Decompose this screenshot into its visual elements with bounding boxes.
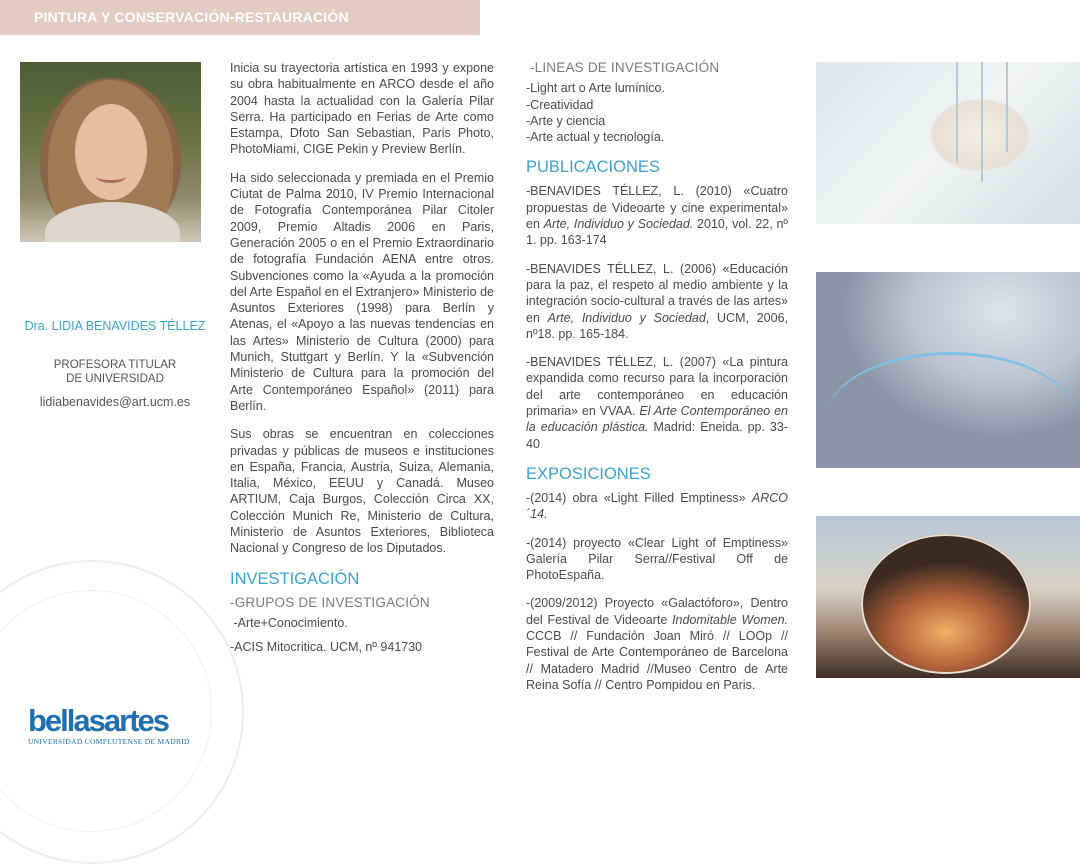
portrait-photo (20, 62, 201, 242)
jellyfish-light-image (816, 62, 1080, 224)
lineas-item: -Arte actual y tecnología. (526, 130, 665, 145)
exhibition-item: -(2014) proyecto «Clear Light of Emptiness» Galería Pilar Serra//Festival Off de PhotoEspaña. (526, 535, 788, 583)
lineas-item: -Creatividad (526, 97, 594, 112)
publication-item: -BENAVIDES TÉLLEZ, L. (2007) «La pintura expandida como recurso para la incorporación del arte contemporáneo en educación primaria» en VVAA. El Arte Contemporáneo en la educación plástica. Madrid: Eneida. pp. 33-40 (526, 355, 788, 451)
logo-subtitle: UNIVERSIDAD COMPLUTENSE DE MADRID (28, 737, 190, 746)
group-item: -ACIS Mitocritica. UCM, nº 941730 (230, 640, 423, 655)
lineas-item: -Arte y ciencia (526, 113, 606, 128)
grupos-heading: -GRUPOS DE INVESTIGACIÓN (230, 594, 430, 610)
publicaciones-heading: PUBLICACIONES (526, 158, 660, 177)
research-column (526, 60, 788, 705)
bio-paragraph: Inicia su trayectoria artística en 1993 y expone su obra habitualmente en ARCO desde el año 2004 hasta la actualidad con la Galería Pilar Serra. Ha participado en Ferias de Arte como Estampa, Dfoto San Sebastian, Paris Photo, PhotoMiami, CIGE Pekin y Preview Berlín. (230, 61, 494, 157)
exhibition-item: -(2009/2012) Proyecto «Galactóforo», Dentro del Festival de Videoarte Indomitable Women. CCCB // Fundación Joan Miró // LOOp // Festival de Arte Contemporáneo de Barcelona // Matadero Madrid //Museo Centro de Arte Reina Sofía // Centro Pompidou en Paris. (526, 596, 789, 692)
bellasartes-logo (28, 705, 190, 746)
profile-role-line1: PROFESORA TITULAR (53, 359, 177, 371)
profile-name: Dra. LIDIA BENAVIDES TÉLLEZ (24, 319, 206, 333)
lineas-item: -Light art o Arte lumínico. (526, 81, 665, 96)
exhibition-item: -(2014) obra «Light Filled Emptiness» ARCO´14. (526, 490, 788, 522)
investigacion-heading: INVESTIGACIÓN (230, 569, 360, 588)
bio-paragraph: Sus obras se encuentran en colecciones privadas y públicas de museos e instituciones en España, Francia, Austria, Suiza, Alemania, Italia, México, EEUU y Canadá. Museo ARTIUM, Caja Burgos, Colección Circa XX, Colección Munich Re, Ministerio de Cultura, Ministerio de Asuntos Exteriores, Biblioteca Nacional y Congreso de los Diputados. (230, 427, 494, 556)
page-title: PINTURA Y CONSERVACIÓN-RESTAURACIÓN (34, 9, 349, 25)
biography-column (230, 60, 494, 656)
exposiciones-heading: EXPOSICIONES (526, 464, 651, 483)
bio-paragraph: Ha sido seleccionada y premiada en el Premio Ciutat de Palma 2010, IV Premio Internacional de Fotografía Contemporánea Pilar Citoler 2009, Premio Altadis 2006 en Paris, Generación 2005 o en el Premio Extraordinario de fotografía Fundación AENA entre otros. Subvenciones como la «Ayuda a la promoción del Arte Español en el Extranjero» Ministerio de Asuntos Exteriores (1998) para Berlín y Atenas, el «Apoyo a las nuevas tendencias en las Artes» Ministerio de Cultura (2000) para Munich, Stuttgart y Berlín. Y la «Subvención Ministerio de Cultura para la promoción del Arte Contemporáneo Español» (2011) para Berlín. (230, 170, 494, 413)
light-dome-image (816, 272, 1080, 468)
profile-role (20, 358, 210, 386)
lineas-heading: -LINEAS DE INVESTIGACIÓN (526, 60, 720, 75)
profile-role-line2: DE UNIVERSIDAD (66, 373, 164, 385)
logo-word: bellasartes (28, 703, 168, 738)
crystal-ball-image (816, 516, 1080, 678)
group-item: -Arte+Conocimiento. (230, 615, 348, 630)
profile-email[interactable]: lidiabenavides@art.ucm.es (39, 395, 191, 409)
publication-item: -BENAVIDES TÉLLEZ, L. (2010) «Cuatro propuestas de Videoarte y cine experimental» en Arte, Individuo y Sociedad. 2010, vol. 22, nº 1. pp. 163-174 (526, 184, 788, 248)
publication-item: -BENAVIDES TÉLLEZ, L. (2006) «Educación para la paz, el respeto al medio ambiente y la integración socio-cultural a través de las artes» en Arte, Individuo y Sociedad, UCM, 2006, nº18. pp. 165-184. (526, 261, 788, 341)
header-banner (0, 0, 480, 35)
